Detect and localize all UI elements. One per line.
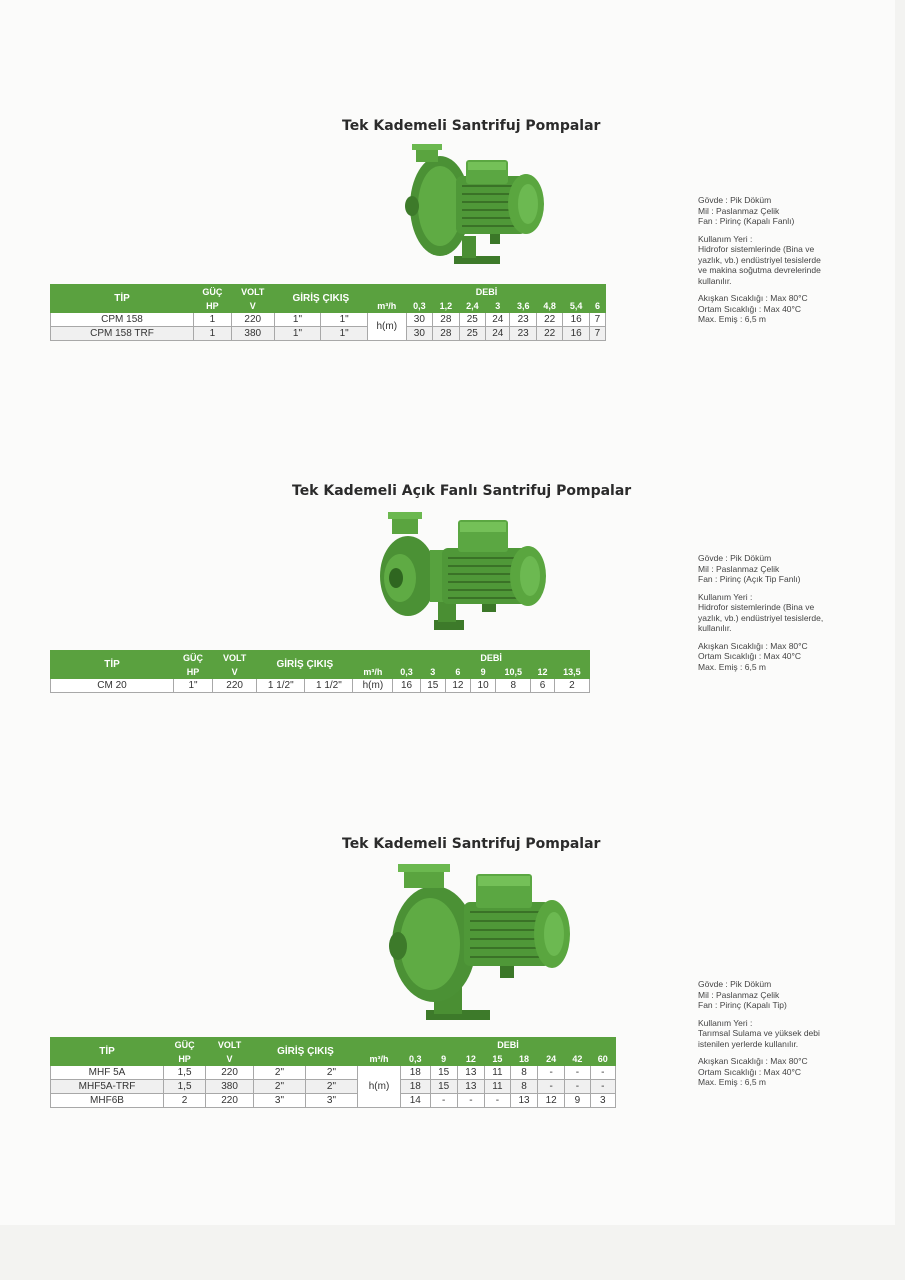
col-blank [353,651,393,665]
flow-value: 3 [420,665,445,679]
cell-head: 15 [420,679,445,693]
cell-tip: CPM 158 TRF [51,327,194,341]
operating-limits: Akışkan Sıcaklığı : Max 80°C Ortam Sıcaklığı : Max 40°C Max. Emiş : 6,5 m [698,1056,808,1087]
material-specs: Gövde : Pik Döküm Mil : Paslanmaz Çelik Fan : Pirinç (Kapalı Tip) [698,979,787,1010]
cell-head: 12 [538,1094,565,1108]
cell-giris: 1 1/2" [257,679,305,693]
material-specs: Gövde : Pik Döküm Mil : Paslanmaz Çelik Fan : Pirinç (Kapalı Fanlı) [698,195,795,226]
cell-head: 18 [401,1080,431,1094]
cell-head: 16 [563,313,589,327]
cell-cikis: 2" [305,1066,357,1080]
flow-value: 10,5 [496,665,531,679]
cell-tip: MHF5A-TRF [51,1080,164,1094]
cell-head: 22 [536,327,562,341]
cell-head: 9 [565,1094,590,1108]
pump-image-closed-fan [402,140,550,278]
cell-v: 380 [231,327,274,341]
flow-value: 12 [457,1052,484,1066]
section-title: Tek Kademeli Açık Fanlı Santrifuj Pompalar [292,483,632,499]
flow-value: 0,3 [401,1052,431,1066]
cell-head: - [430,1094,457,1108]
col-v: V [231,299,274,313]
flow-value: 9 [471,665,496,679]
flow-value: 3 [486,299,510,313]
cell-head: 14 [401,1094,431,1108]
spec-table-cpm158 [50,284,606,341]
flow-value: 6 [589,299,605,313]
flow-value: 2,4 [459,299,485,313]
col-volt: VOLT [206,1038,254,1052]
cell-hm: h(m) [353,679,393,693]
cell-head: 6 [531,679,554,693]
cell-cikis: 1" [321,313,368,327]
cell-head: 23 [510,313,536,327]
flow-value: 1,2 [433,299,459,313]
col-v: V [206,1052,254,1066]
cell-head: 16 [563,327,589,341]
col-m3h: m³/h [357,1052,400,1066]
cell-head: 3 [590,1094,615,1108]
cell-head: 12 [445,679,470,693]
cell-v: 220 [206,1094,254,1108]
cell-head: 23 [510,327,536,341]
col-tip: TİP [51,651,174,679]
spec-table-cm20 [50,650,590,693]
cell-cikis: 3" [305,1094,357,1108]
operating-limits: Akışkan Sıcaklığı : Max 80°C Ortam Sıcaklığı : Max 40°C Max. Emiş : 6,5 m [698,640,808,672]
cell-head: 11 [484,1066,510,1080]
flow-value: 42 [565,1052,590,1066]
cell-hp: 1" [174,679,213,693]
cell-tip: MHF6B [51,1094,164,1108]
cell-head: 28 [433,327,459,341]
cell-giris: 3" [253,1094,305,1108]
col-blank [357,1038,400,1052]
spec-table-mhf [50,1037,616,1108]
cell-tip: CPM 158 [51,313,194,327]
cell-head: - [565,1066,590,1080]
col-tip: TİP [51,1038,164,1066]
cell-head: 25 [459,327,485,341]
cell-tip: CM 20 [51,679,174,693]
cell-head: 18 [401,1066,431,1080]
cell-hp: 2 [164,1094,206,1108]
cell-head: - [538,1066,565,1080]
col-debi: DEBİ [393,651,590,665]
col-hp: HP [194,299,232,313]
col-guc: GÜÇ [164,1038,206,1052]
cell-giris: 1" [274,313,321,327]
material-specs: Gövde : Pik Döküm Mil : Paslanmaz Çelik Fan : Pirinç (Açık Tip Fanlı) [698,553,801,584]
flow-value: 15 [484,1052,510,1066]
cell-head: - [590,1066,615,1080]
cell-head: - [484,1094,510,1108]
cell-head: 15 [430,1080,457,1094]
cell-head: 28 [433,313,459,327]
cell-hp: 1 [194,327,232,341]
flow-value: 3,6 [510,299,536,313]
cell-head: 24 [486,313,510,327]
flow-value: 12 [531,665,554,679]
usage-notes: Kullanım Yeri : Hidrofor sistemlerinde (Bina ve yazlık, vb.) endüstriyel tesislerde ve makina soğutma devrelerinde kullanılır. [698,233,821,286]
cell-head: - [538,1080,565,1094]
col-giris-cikis: GİRİŞ ÇIKIŞ [274,285,367,313]
cell-giris: 2" [253,1080,305,1094]
table-row [51,1066,616,1080]
flow-value: 6 [445,665,470,679]
cell-tip: MHF 5A [51,1066,164,1080]
flow-value: 0,3 [393,665,420,679]
cell-hp: 1,5 [164,1080,206,1094]
cell-hp: 1,5 [164,1066,206,1080]
col-volt: VOLT [231,285,274,299]
section-title: Tek Kademeli Santrifuj Pompalar [342,836,601,852]
usage-notes: Kullanım Yeri : Tarımsal Sulama ve yüksek debi istenilen yerlerde kullanılır. [698,1017,820,1049]
flow-value: 13,5 [554,665,589,679]
col-debi: DEBİ [401,1038,616,1052]
cell-head: 7 [589,327,605,341]
cell-head: 16 [393,679,420,693]
cell-v: 380 [206,1080,254,1094]
col-m3h: m³/h [353,665,393,679]
cell-v: 220 [206,1066,254,1080]
flow-value: 60 [590,1052,615,1066]
col-guc: GÜÇ [194,285,232,299]
table-row [51,313,606,327]
spec-notes [698,553,823,679]
col-volt: VOLT [213,651,257,665]
cell-hm: h(m) [367,313,406,341]
cell-head: 7 [589,313,605,327]
cell-head: - [590,1080,615,1094]
col-giris-cikis: GİRİŞ ÇIKIŞ [253,1038,357,1066]
table-row [51,1094,616,1108]
col-m3h: m³/h [367,299,406,313]
cell-head: 30 [406,327,432,341]
cell-head: 13 [510,1094,537,1108]
cell-head: 15 [430,1066,457,1080]
cell-v: 220 [213,679,257,693]
spec-notes [698,979,820,1095]
section-title: Tek Kademeli Santrifuj Pompalar [342,118,601,134]
cell-giris: 1" [274,327,321,341]
cell-giris: 2" [253,1066,305,1080]
cell-head: 22 [536,313,562,327]
cell-head: 8 [510,1066,537,1080]
cell-head: 25 [459,313,485,327]
flow-value: 0,3 [406,299,432,313]
flow-value: 18 [510,1052,537,1066]
col-hp: HP [174,665,213,679]
col-debi: DEBİ [367,285,605,299]
cell-cikis: 1" [321,327,368,341]
pump-image-high-flow [386,860,572,1028]
cell-cikis: 1 1/2" [305,679,353,693]
cell-v: 220 [231,313,274,327]
flow-value: 24 [538,1052,565,1066]
cell-head: 11 [484,1080,510,1094]
cell-head: 10 [471,679,496,693]
spec-notes [698,195,821,332]
cell-head: - [565,1080,590,1094]
table-row [51,327,606,341]
cell-cikis: 2" [305,1080,357,1094]
cell-head: 13 [457,1066,484,1080]
cell-head: 13 [457,1080,484,1094]
cell-head: 30 [406,313,432,327]
cell-head: 8 [496,679,531,693]
col-v: V [213,665,257,679]
cell-head: 24 [486,327,510,341]
table-row [51,679,590,693]
col-tip: TİP [51,285,194,313]
cell-head: 8 [510,1080,537,1094]
cell-head: 2 [554,679,589,693]
usage-notes: Kullanım Yeri : Hidrofor sistemlerinde (Bina ve yazlık, vb.) endüstriyel tesislerde, kullanılır. [698,591,824,633]
pump-image-open-fan [378,510,550,640]
col-guc: GÜÇ [174,651,213,665]
flow-value: 5,4 [563,299,589,313]
cell-head: - [457,1094,484,1108]
flow-value: 4,8 [536,299,562,313]
cell-hp: 1 [194,313,232,327]
col-giris-cikis: GİRİŞ ÇIKIŞ [257,651,353,679]
flow-value: 9 [430,1052,457,1066]
table-row [51,1080,616,1094]
operating-limits: Akışkan Sıcaklığı : Max 80°C Ortam Sıcaklığı : Max 40°C Max. Emiş : 6,5 m [698,293,808,324]
col-hp: HP [164,1052,206,1066]
cell-hm: h(m) [357,1066,400,1108]
